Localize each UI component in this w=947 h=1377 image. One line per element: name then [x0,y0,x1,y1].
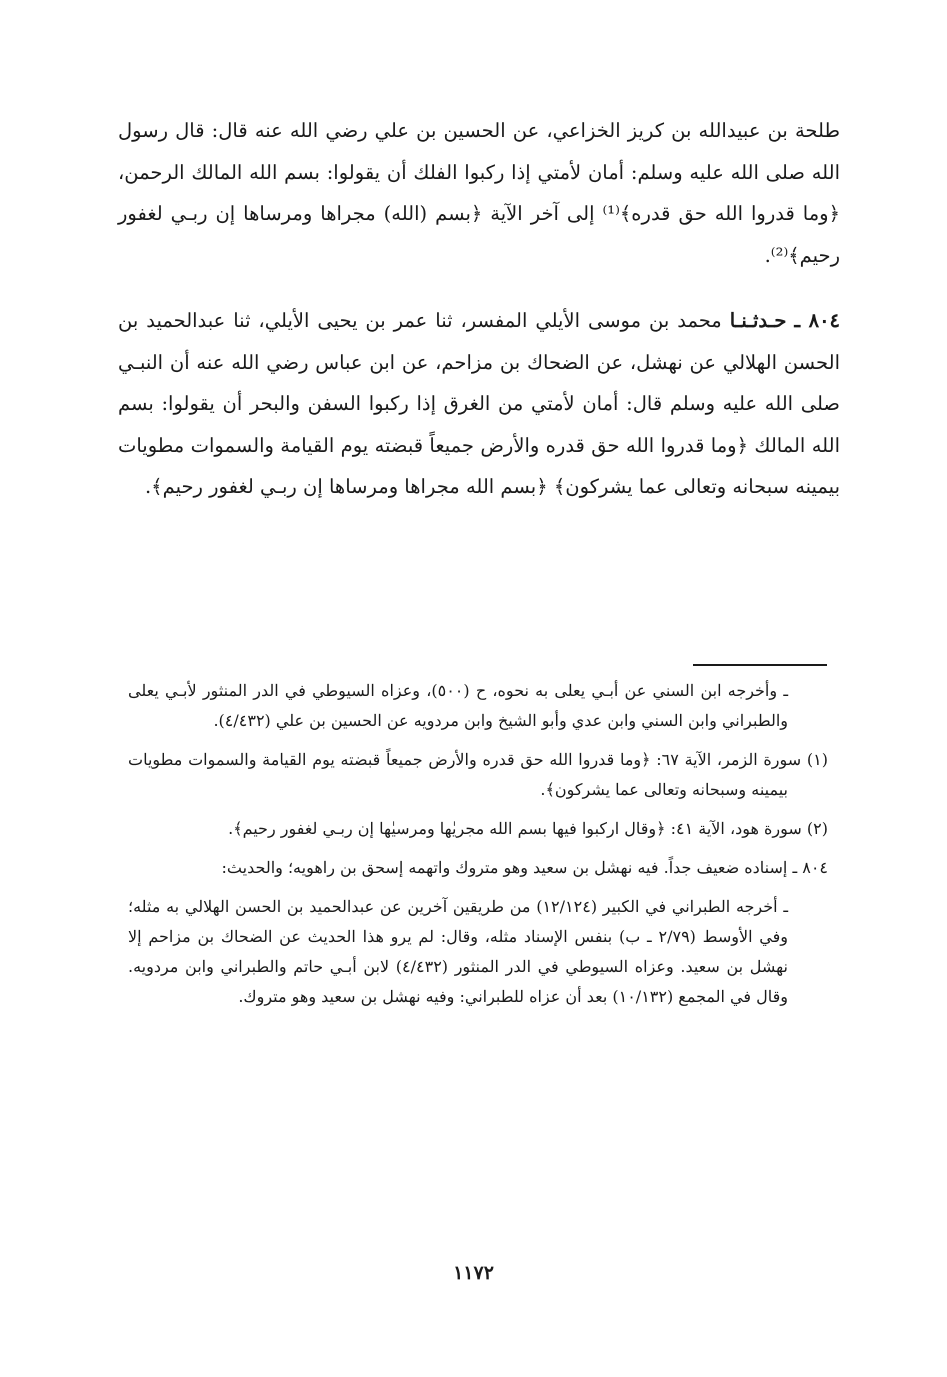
hadith-number: ٨٠٤ ـ [794,309,841,332]
footnote-separator [693,664,827,666]
hadith-lead-word: حـدثـنـا [729,309,787,332]
footnote-804-continuation: ـ أخرجه الطبراني في الكبير (١٢/١٢٤) من طريقين آخرين عن عبدالحميد بن الحسن الهلالي به مثله؛ وفي الأوسط (٢/٧٩ ـ ب) بنفس الإسناد مثله، وقال: لم يرو هذا الحديث عن الضحاك بن مزاحم إلا نهشل بن سعيد. وعزاه السيوطي في الدر المنثور (٤/٤٣٢) لابن أبـي حاتم والطبراني وابن مردويه. وقال في المجمع (١٠/١٣٢) بعد أن عزاه للطبراني: وفيه نهشل بن سعيد وهو متروك. [128,897,789,1006]
footnote-continuation: ـ وأخرجه ابن السني عن أبـي يعلى به نحوه، ح (٥٠٠)، وعزاه السيوطي في الدر المنثور لأبـي يعلى والطبراني وابن السني وابن عدي وأبو الشيخ وابن مردويه عن الحسين بن علي (٤/٤٣٢). [128,681,789,730]
footnotes [128,676,828,1021]
paragraph-hadith-804 [118,300,840,508]
page-number: ١١٧٢ [453,1262,494,1284]
main-text [118,110,840,508]
footnote-1: (١) سورة الزمر، الآية ٦٧: ﴿وما قدروا الله حق قدره والأرض جميعاً قبضته يوم القيامة والسموات مطويات بيمينه وسبحانه وتعالى عما يشركون﴾. [128,750,828,799]
hadith-text: محمد بن موسى الأيلي المفسر، ثنا عمر بن يحيى الأيلي، ثنا عبدالحميد بن الحسن الهلالي عن نهشل، عن الضحاك بن مزاحم، عن ابن عباس رضي الله عنه أن النبـي صلى الله عليه وسلم قال: أمان لأمتي من الغرق إذا ركبوا السفن والبحر أن يقولوا: بسم الله المالك ﴿وما قدروا الله حق قدره والأرض جميعاً قبضته يوم القيامة والسموات مطويات بيمينه سبحانه وتعالى عما يشركون﴾ ﴿بسم الله مجراها ومرساها إن ربـي لغفور رحيم﴾. [118,309,840,498]
footnote-804: ٨٠٤ ـ إسناده ضعيف جداً. فيه نهشل بن سعيد وهو متروك واتهمه إسحق بن راهويه؛ والحديث: [221,858,828,877]
paragraph-hadith-803-continuation: طلحة بن عبيدالله بن كريز الخزاعي، عن الحسين بن علي رضي الله عنه قال: قال رسول الله صلى الله عليه وسلم: أمان لأمتي إذا ركبوا الفلك أن يقولوا: بسم الله المالك الرحمن، ﴿وما قدروا الله حق قدره﴾⁽¹⁾ إلى آخر الآية ﴿بسم (الله) مجراها ومرساها إن ربـي لغفور رحيم﴾⁽²⁾. [118,119,840,267]
footnote-2: (٢) سورة هود، الآية ٤١: ﴿وقال اركبوا فيها بسم الله مجريٰها ومرسيٰها إن ربـي لغفور رحيم﴾. [228,819,828,838]
